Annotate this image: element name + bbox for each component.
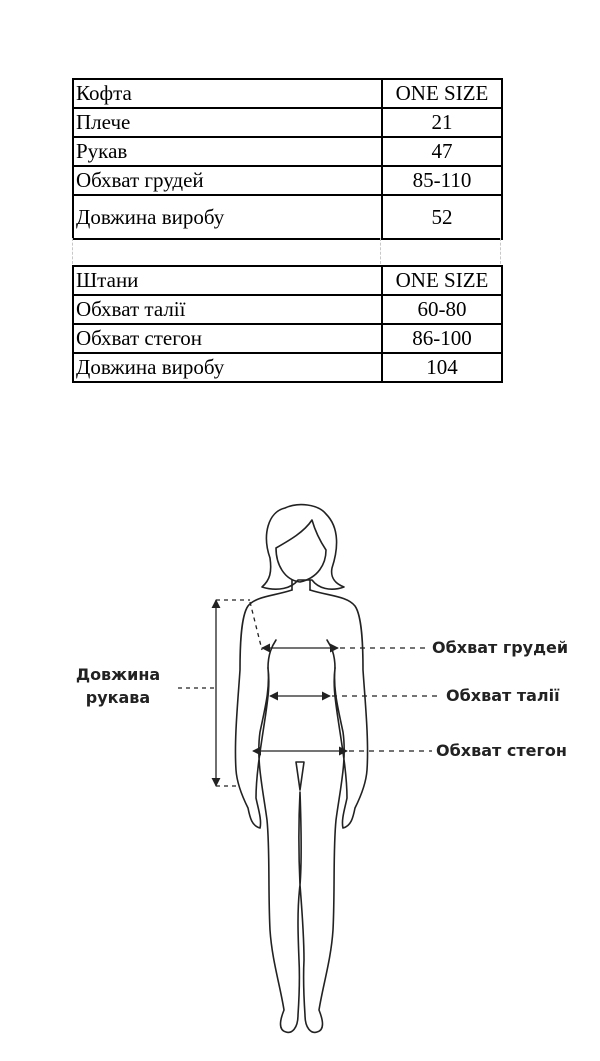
hair-outline [262, 505, 344, 590]
row-value: 52 [382, 195, 502, 239]
pants-size-table [72, 265, 503, 383]
face-outline [276, 520, 326, 582]
row-value: 85-110 [382, 166, 502, 195]
sleeve-length-label-line2: рукава [85, 688, 151, 707]
row-value: 60-80 [382, 295, 502, 324]
table-header-value: ONE SIZE [382, 79, 502, 108]
waist-label: Обхват талії [446, 686, 560, 705]
body-outline [235, 590, 367, 1032]
sleeve-shoulder-dash [250, 602, 262, 650]
table-row [73, 137, 502, 166]
row-value: 86-100 [382, 324, 502, 353]
table-header-label: Кофта [73, 79, 382, 108]
hips-label: Обхват стегон [436, 741, 567, 760]
row-label: Обхват грудей [73, 166, 382, 195]
table-header-row [73, 266, 502, 295]
table-row [73, 195, 502, 239]
jacket-size-table [72, 78, 503, 240]
row-value: 21 [382, 108, 502, 137]
female-silhouette [235, 505, 367, 1033]
gap-divider-middle [380, 238, 381, 264]
chest-contour [268, 640, 335, 668]
row-label: Обхват стегон [73, 324, 382, 353]
row-value: 104 [382, 353, 502, 382]
table-row [73, 324, 502, 353]
measurement-lines [178, 600, 440, 786]
table-row [73, 108, 502, 137]
table-header-value: ONE SIZE [382, 266, 502, 295]
table-row [73, 295, 502, 324]
table-row [73, 166, 502, 195]
gap-divider-left [72, 238, 73, 264]
body-measurement-figure [0, 440, 600, 1050]
row-label: Рукав [73, 137, 382, 166]
crotch-line [296, 762, 304, 790]
row-label: Обхват талії [73, 295, 382, 324]
table-row [73, 353, 502, 382]
row-label: Довжина виробу [73, 353, 382, 382]
sleeve-length-label-line1: Довжина [75, 665, 161, 684]
table-header-row [73, 79, 502, 108]
table-header-label: Штани [73, 266, 382, 295]
row-label: Плече [73, 108, 382, 137]
row-value: 47 [382, 137, 502, 166]
row-label: Довжина виробу [73, 195, 382, 239]
chest-label: Обхват грудей [432, 638, 569, 657]
gap-divider-right [500, 238, 501, 264]
